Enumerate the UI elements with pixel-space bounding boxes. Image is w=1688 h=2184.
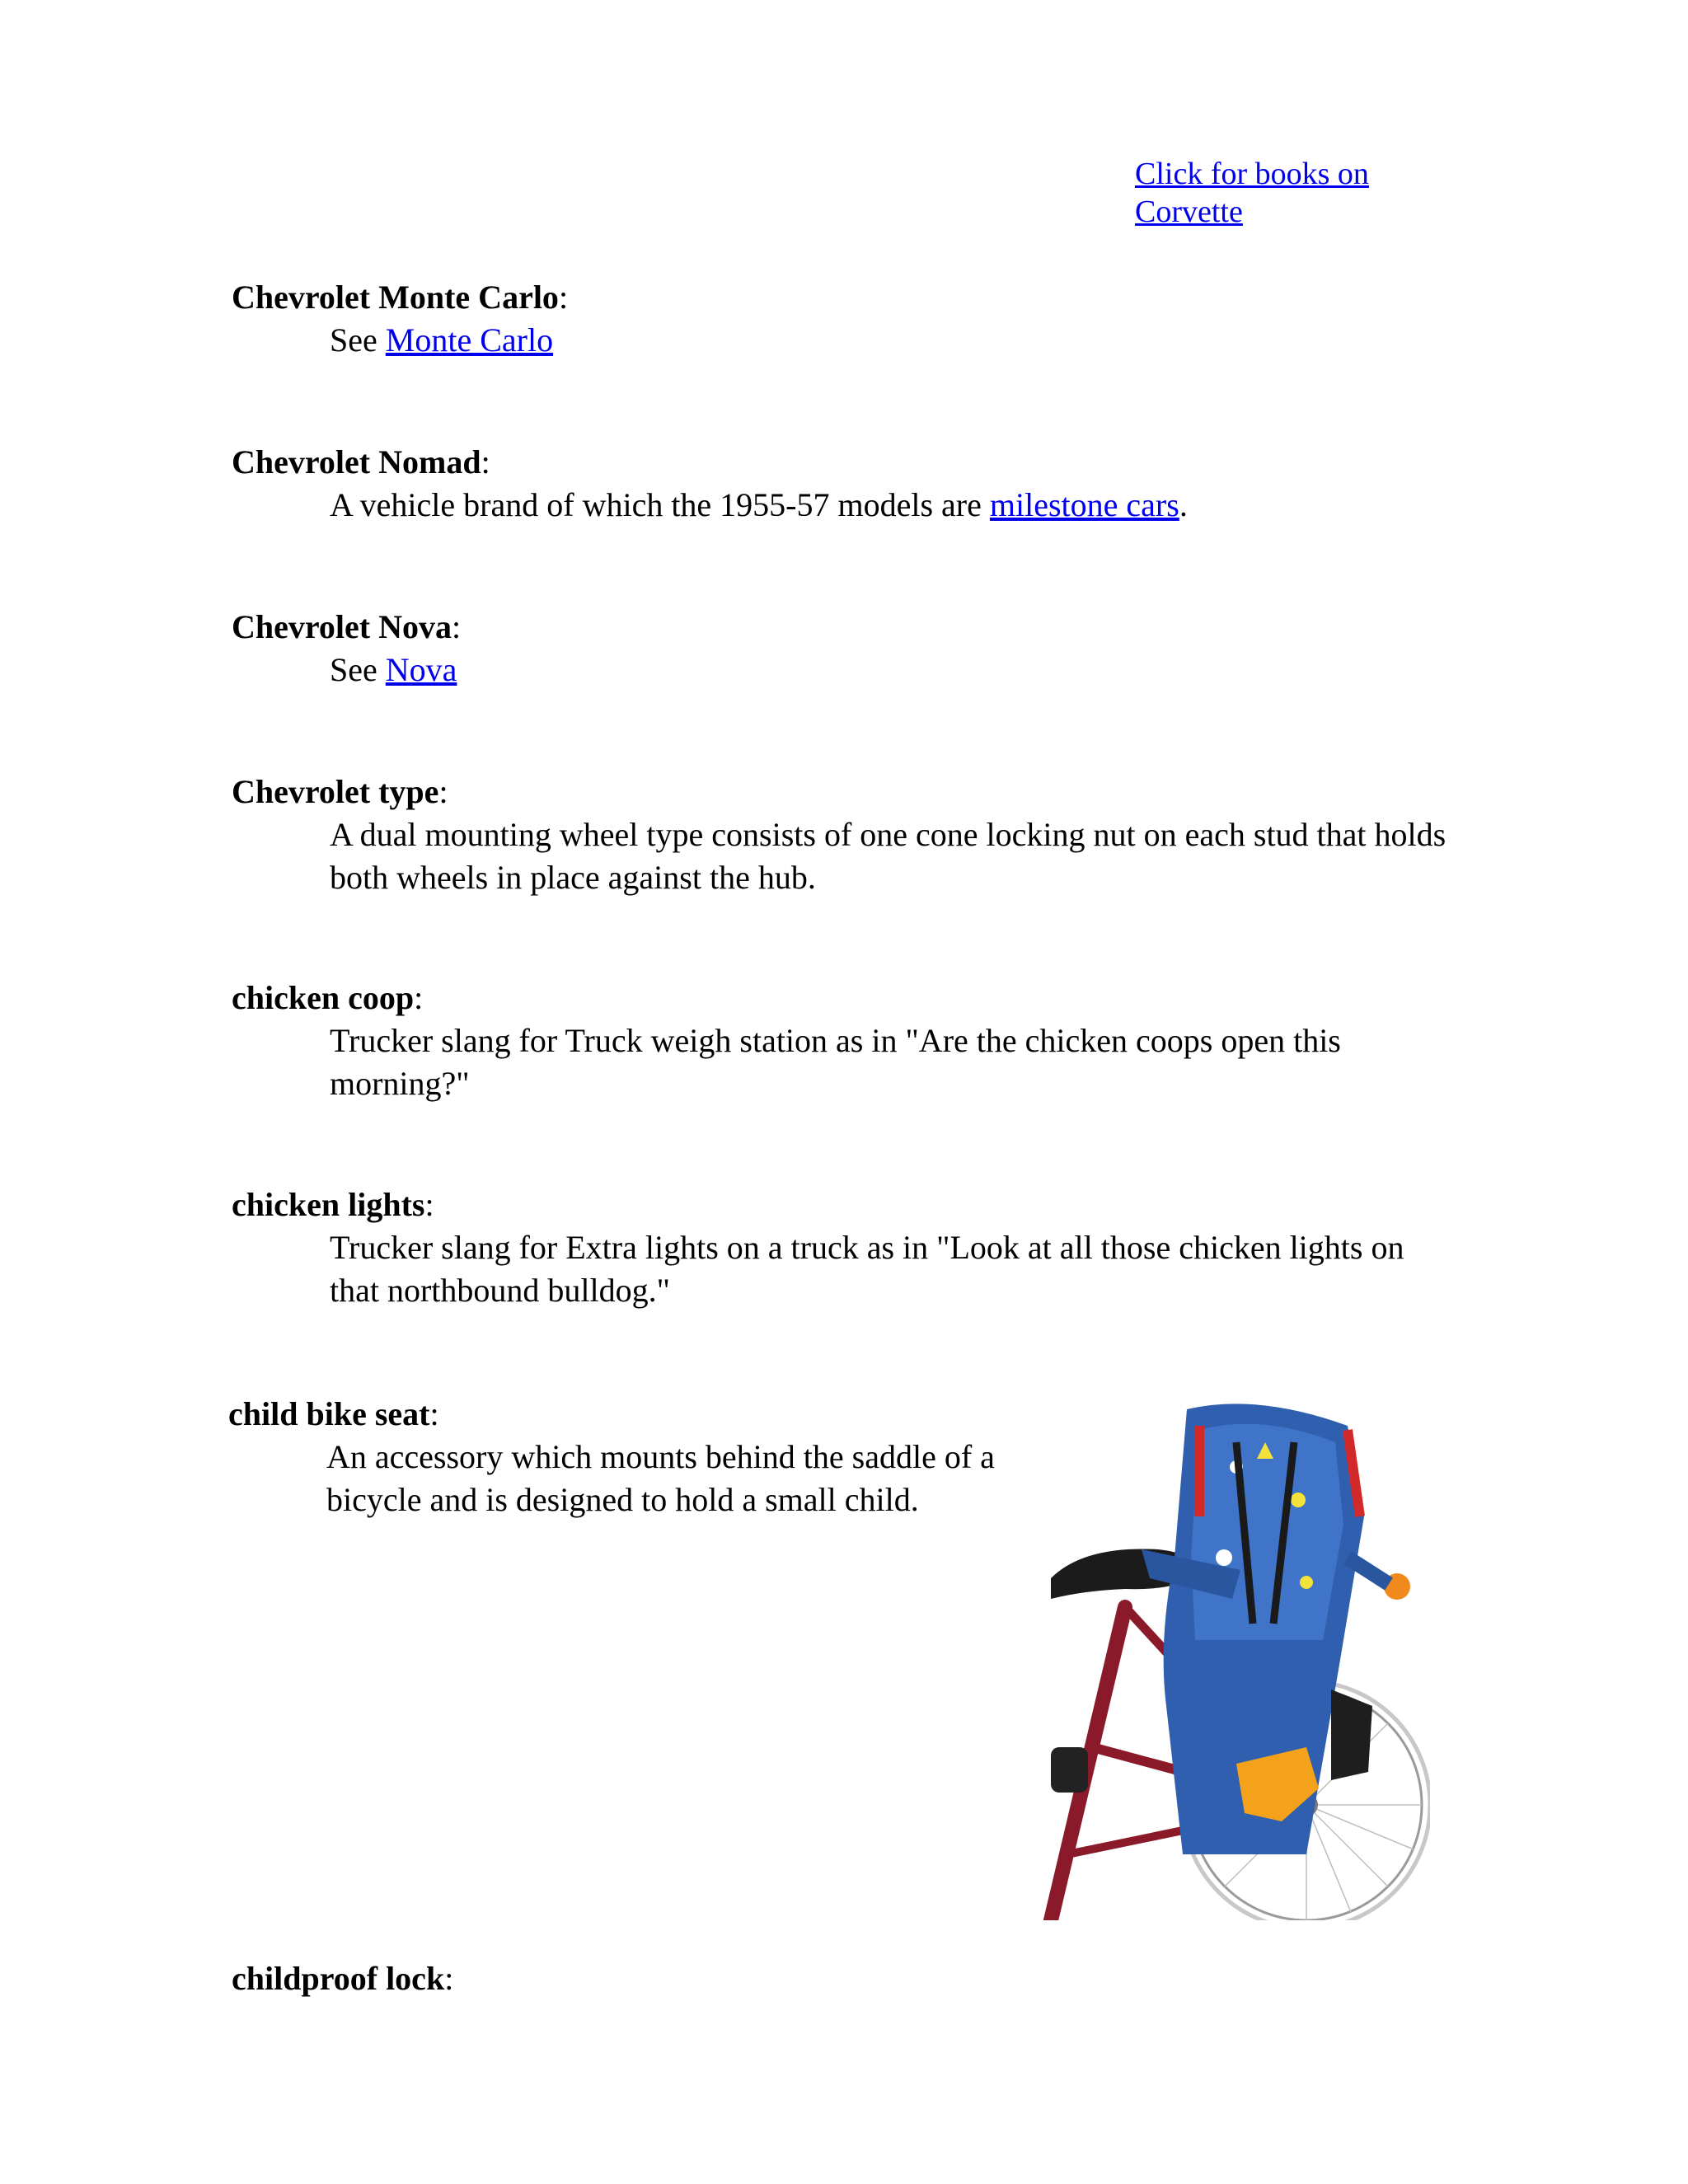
entry-term: Chevrolet Monte Carlo (232, 279, 559, 316)
entry-colon: : (429, 1395, 439, 1432)
corvette-books-link[interactable]: Click for books on Corvette (1135, 157, 1369, 229)
entry-definition: Trucker slang for Truck weigh station as in "Are the chicken coops open this morning?" (330, 1022, 1341, 1102)
entry-definition: An accessory which mounts behind the saddle of a bicycle and is designed to hold a small child. (326, 1438, 995, 1518)
entry-term: chicken lights (232, 1186, 425, 1223)
entry-definition (330, 484, 1188, 527)
definition-suffix: . (1179, 486, 1188, 523)
entry-term-line (232, 441, 1188, 484)
glossary-entry-chevrolet-nova (232, 606, 461, 691)
entry-term: Chevrolet type (232, 773, 439, 810)
entry-definition (330, 649, 461, 691)
entry-term: chicken coop (232, 979, 415, 1016)
entry-term: childproof lock (232, 1960, 445, 1997)
entry-colon: : (481, 443, 490, 480)
entry-term: Chevrolet Nova (232, 608, 452, 645)
dynamo-light (1051, 1747, 1088, 1793)
entry-definition: A dual mounting wheel type consists of one cone locking nut on each stud that holds both wheels in place against the hub. (330, 816, 1447, 896)
entry-term-line (232, 977, 1451, 1019)
entry-definition: Trucker slang for Extra lights on a truck as in "Look at all those chicken lights on that northbound bulldog." (330, 1229, 1404, 1309)
entry-colon: : (452, 608, 462, 645)
entry-colon: : (424, 1186, 434, 1223)
entry-term: child bike seat (228, 1395, 430, 1432)
entry-colon: : (438, 773, 448, 810)
glossary-entry-child-bike-seat (228, 1393, 1020, 1521)
definition-text: See (330, 651, 386, 688)
entry-term-line (232, 1183, 1451, 1226)
entry-term-line (232, 606, 461, 649)
nova-link[interactable]: Nova (385, 651, 457, 688)
glossary-entry-chevrolet-nomad (232, 441, 1188, 527)
glossary-entry-chevrolet-type (232, 771, 1451, 899)
entry-term-line (232, 276, 568, 319)
entry-colon: : (414, 979, 424, 1016)
glossary-entry-childproof-lock (232, 1957, 453, 2000)
child-bike-seat-image (1034, 1393, 1430, 1920)
glossary-entry-chevrolet-monte-carlo (232, 276, 568, 362)
entry-term-line (232, 771, 1451, 813)
glossary-entry-chicken-coop (232, 977, 1451, 1105)
definition-text: See (330, 321, 386, 359)
entry-term-line (228, 1393, 1020, 1436)
entry-term: Chevrolet Nomad (232, 443, 481, 480)
pannier-bag (1331, 1690, 1372, 1780)
entry-colon: : (558, 279, 569, 316)
definition-text: A vehicle brand of which the 1955-57 models are (330, 486, 990, 523)
entry-colon: : (444, 1960, 454, 1997)
monte-carlo-link[interactable]: Monte Carlo (385, 321, 554, 359)
entry-definition (330, 319, 568, 362)
entry-term-line (232, 1957, 453, 2000)
milestone-cars-link[interactable]: milestone cars (989, 486, 1179, 523)
glossary-entry-chicken-lights (232, 1183, 1451, 1312)
corvette-books-link-container (1135, 155, 1390, 231)
